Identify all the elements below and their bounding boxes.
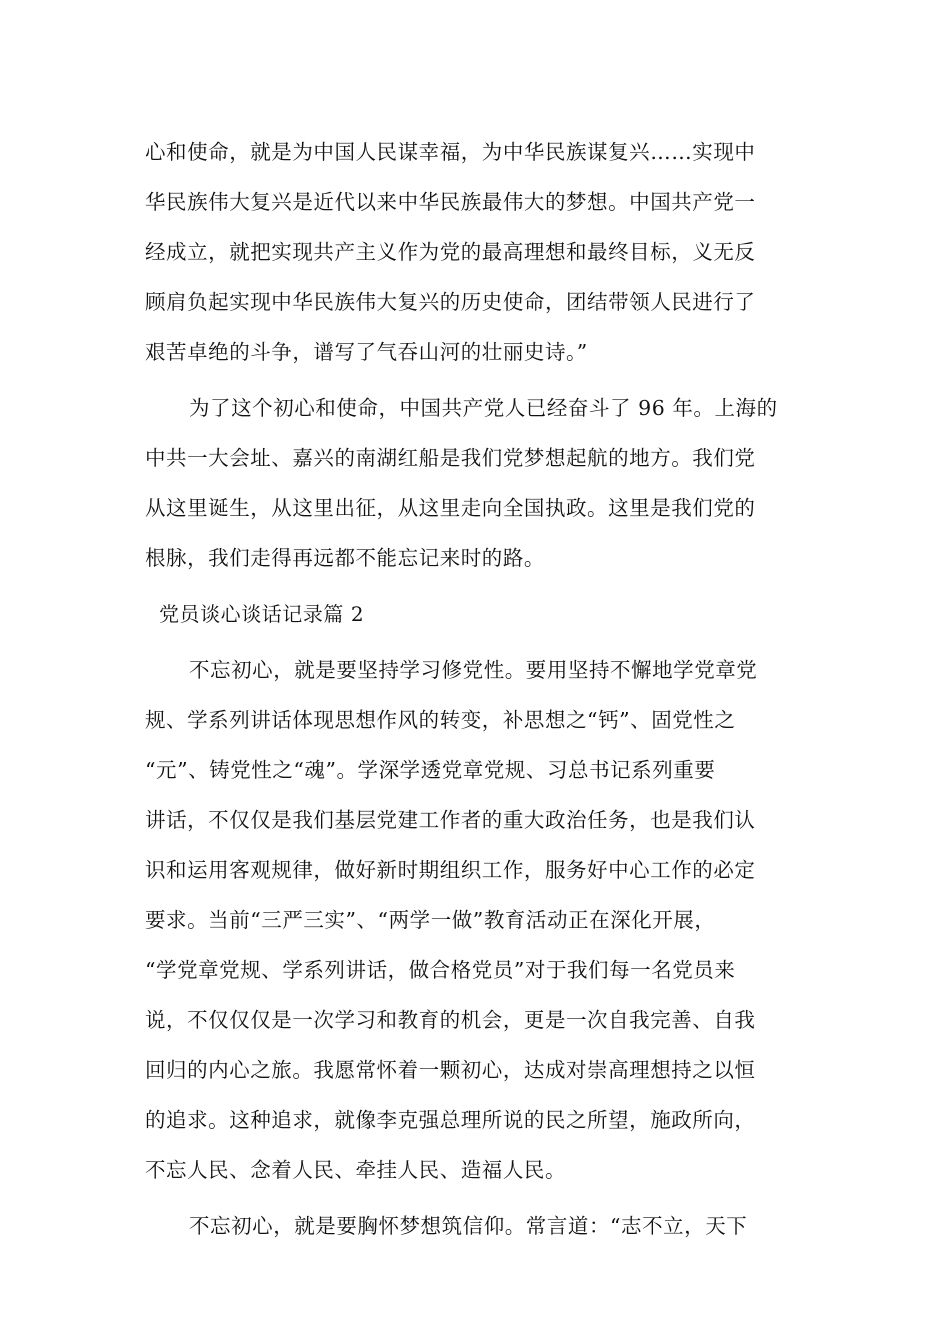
text-line: 讲话，不仅仅是我们基层党建工作者的重大政治任务，也是我们认 bbox=[145, 808, 756, 832]
paragraph-study bbox=[145, 645, 807, 1195]
text-line: 根脉，我们走得再远都不能忘记来时的路。 bbox=[145, 546, 545, 570]
text-line: “学党章党规、学系列讲话，做合格党员”对于我们每一名党员来 bbox=[145, 958, 736, 982]
text-line: 回归的内心之旅。我愿常怀着一颗初心，达成对崇高理想持之以恒 bbox=[145, 1058, 756, 1082]
text-line: 中共一大会址、嘉兴的南湖红船是我们党梦想起航的地方。我们党 bbox=[145, 446, 756, 470]
text-line: 华民族伟大复兴是近代以来中华民族最伟大的梦想。中国共产党一 bbox=[145, 190, 756, 214]
text-line: 从这里诞生，从这里出征，从这里走向全国执政。这里是我们党的 bbox=[145, 496, 756, 520]
paragraph-dream bbox=[145, 1201, 807, 1251]
text-line: 识和运用客观规律，做好新时期组织工作，服务好中心工作的必定 bbox=[145, 858, 756, 882]
section-heading: 党员谈心谈话记录篇 2 bbox=[159, 602, 365, 626]
text-line: 的追求。这种追求，就像李克强总理所说的民之所望，施政所向， bbox=[145, 1108, 756, 1132]
text-line: 艰苦卓绝的斗争，谱写了气吞山河的壮丽史诗。” bbox=[145, 340, 588, 364]
document-body bbox=[145, 127, 807, 1257]
text-line: 规、学系列讲话体现思想作风的转变，补思想之“钙”、固党性之 bbox=[145, 708, 736, 732]
paragraph-mission bbox=[145, 127, 807, 377]
text-line: 经成立，就把实现共产主义作为党的最高理想和最终目标，义无反 bbox=[145, 240, 756, 264]
text-line: 顾肩负起实现中华民族伟大复兴的历史使命，团结带领人民进行了 bbox=[145, 290, 756, 314]
text-line: 心和使命，就是为中国人民谋幸福，为中华民族谋复兴……实现中 bbox=[145, 140, 756, 164]
text-line: 不忘初心，就是要胸怀梦想筑信仰。常言道：“志不立，天下 bbox=[189, 1214, 748, 1238]
text-line: 为了这个初心和使命，中国共产党人已经奋斗了 96 年。上海的 bbox=[189, 396, 778, 420]
text-line: 不忘人民、念着人民、牵挂人民、造福人民。 bbox=[145, 1158, 566, 1182]
text-line: 说，不仅仅仅是一次学习和教育的机会，更是一次自我完善、自我 bbox=[145, 1008, 756, 1032]
paragraph-96-years bbox=[145, 383, 807, 583]
text-line: “元”、铸党性之“魂”。学深学透党章党规、习总书记系列重要 bbox=[145, 758, 716, 782]
text-line: 要求。当前“三严三实”、“两学一做”教育活动正在深化开展， bbox=[145, 908, 716, 932]
text-line: 不忘初心，就是要坚持学习修党性。要用坚持不懈地学党章党 bbox=[189, 658, 758, 682]
